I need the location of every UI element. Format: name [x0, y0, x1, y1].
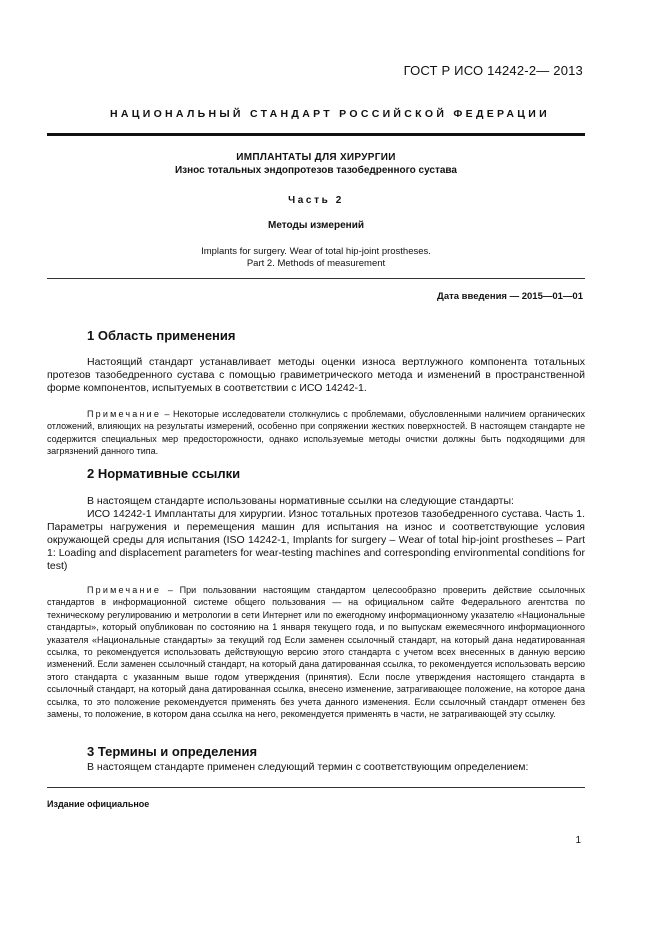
note-text: – Некоторые исследователи столкнулись с проблемами, обусловленными наличием органических отложений, влияющих на результаты измерений, особенно при сопряжении жестких поверхностей. В настоящем стандарте не содержится специальных мер предосторожности, однако используемые методы очистки должны быть подходящими для загрязнений данного типа. [47, 409, 585, 457]
title-rule [47, 278, 585, 279]
section-2-note [47, 584, 585, 720]
title-english-line1: Implants for surgery. Wear of total hip-joint prostheses. [201, 246, 431, 257]
document-code: ГОСТ Р ИСО 14242-2— 2013 [403, 63, 583, 78]
title-methods: Методы измерений [267, 220, 364, 231]
section-2-paragraph-intro: В настоящем стандарте использованы нормативные ссылки на следующие стандарты: [87, 495, 514, 507]
title-main: ИМПЛАНТАТЫ ДЛЯ ХИРУРГИИ [236, 152, 396, 163]
national-standard-heading: НАЦИОНАЛЬНЫЙ СТАНДАРТ РОССИЙСКОЙ ФЕДЕРАЦИИ [110, 108, 550, 120]
note-label: Примечание [87, 409, 162, 419]
section-2-paragraph-reference: ИСО 14242-1 Имплантаты для хирургии. Износ тотальных протезов тазобедренного сустава. Часть 1. Параметры нагружения и перемещения машин для испытания на износ и соответствующие условия окружающей среды для испытания (ISO 14242-1, Implants for surgery – Wear of total hip-joint prostheses – Part 1: Loading and displacement parameters for wear-testing machines and corresponding environmental conditions for test) [47, 508, 585, 572]
section-2-heading: 2 Нормативные ссылки [87, 466, 241, 481]
section-1-heading: 1 Область применения [87, 328, 236, 343]
section-3-paragraph: В настоящем стандарте применен следующий термин с соответствующим определением: [87, 761, 529, 773]
section-1-paragraph: Настоящий стандарт устанавливает методы оценки износа вертлужного компонента тотальных протезов тазобедренного сустава с помощью гравиметрического метода и изменений в пространственной форме компонентов, испытуемых в соответствии с ИСО 14242-1. [47, 356, 585, 394]
header-rule [47, 133, 585, 136]
title-sub: Износ тотальных эндопротезов тазобедренного сустава [174, 165, 457, 176]
section-3-heading: 3 Термины и определения [87, 744, 258, 759]
date-of-introduction: Дата введения — 2015—01—01 [437, 291, 583, 302]
title-part: Часть 2 [288, 195, 344, 206]
footer-rule [47, 787, 585, 788]
section-1-note [47, 408, 585, 458]
official-edition-label: Издание официальное [47, 799, 150, 809]
note-text: – При пользовании настоящим стандартом целесообразно проверить действие ссылочных стандартов в информационной системе общего пользования — на официальном сайте Федерального агентства по техническому регулированию и метрологии в сети Интернет или по ежегодному информационному указателю «Национальные стандарты», который опубликован по состоянию на 1 января текущего года, и по выпускам ежемесячного информационного указателя «Национальные стандарты» за текущий год Если заменен ссылочный стандарт, на который дана недатированная ссылка, то рекомендуется использовать действующую версию этого стандарта с учетом всех внесенных в данную версию изменений. Если заменен ссылочный стандарт, на который дана датированная ссылка, то рекомендуется использовать версию этого стандарта с указанным выше годом утверждения (принятия). Если после утверждения настоящего стандарта в ссылочный стандарт, на который дана датированная ссылка, внесено изменение, затрагивающее положение, на которое дана ссылка, то это положение рекомендуется применять без учета данного изменения. Если ссылочный стандарт отменен без замены, то положение, в котором дана ссылка на него, рекомендуется применять в части, не затрагивающей эту ссылку. [47, 585, 585, 720]
title-block [47, 151, 585, 269]
page-number: 1 [575, 835, 581, 846]
title-english-line2: Part 2. Methods of measurement [246, 257, 386, 269]
note-label: Примечание [87, 585, 162, 595]
